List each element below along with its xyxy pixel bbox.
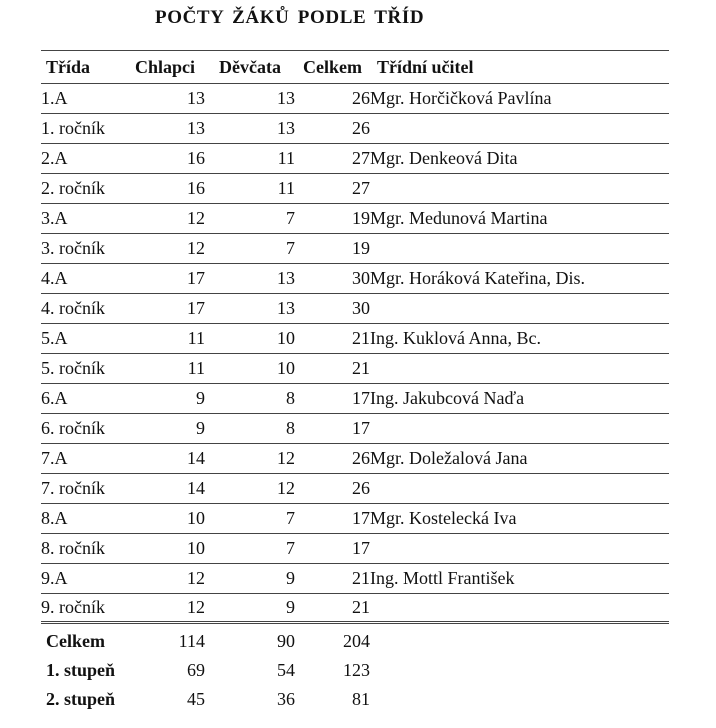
header-total: Celkem [295, 51, 370, 84]
summary-label: 1. stupeň [46, 660, 116, 680]
teacher-cell: Mgr. Horčičková Pavlína [370, 84, 669, 114]
table-row [41, 114, 669, 144]
table-row [41, 144, 669, 174]
table-row [41, 204, 669, 234]
teacher-cell: Ing. Mottl František [370, 564, 669, 594]
boys-cell: 14 [125, 444, 205, 474]
table-row [41, 354, 669, 384]
boys-cell: 16 [125, 144, 205, 174]
boys-cell: 12 [125, 204, 205, 234]
class-cell: 9. ročník [41, 594, 125, 623]
teacher-cell: Ing. Kuklová Anna, Bc. [370, 324, 669, 354]
boys-cell: 11 [125, 354, 205, 384]
total-cell: 21 [295, 324, 370, 354]
table-row [41, 534, 669, 564]
header-teacher: Třídní učitel [370, 51, 669, 84]
table-row [41, 84, 669, 114]
summary-rows [41, 623, 669, 715]
girls-cell: 7 [205, 234, 295, 264]
class-counts-table [41, 50, 669, 714]
table-row [41, 264, 669, 294]
boys-cell: 10 [125, 504, 205, 534]
table-row [41, 414, 669, 444]
header-girls: Děvčata [205, 51, 295, 84]
girls-cell: 9 [205, 594, 295, 623]
table-row [41, 444, 669, 474]
girls-cell: 13 [205, 264, 295, 294]
teacher-cell [370, 234, 669, 264]
teacher-cell [370, 414, 669, 444]
boys-cell: 12 [125, 234, 205, 264]
girls-cell: 10 [205, 354, 295, 384]
teacher-cell [370, 594, 669, 623]
girls-cell: 13 [205, 84, 295, 114]
total-cell: 30 [295, 264, 370, 294]
teacher-cell [370, 534, 669, 564]
class-cell: 9.A [41, 564, 125, 594]
header-boys: Chlapci [125, 51, 205, 84]
summary-boys: 69 [187, 660, 205, 680]
total-cell: 17 [295, 384, 370, 414]
teacher-cell: Mgr. Medunová Martina [370, 204, 669, 234]
summary-boys: 114 [178, 631, 205, 651]
girls-cell: 12 [205, 474, 295, 504]
boys-cell: 17 [125, 294, 205, 324]
summary-row [41, 623, 669, 657]
boys-cell: 13 [125, 114, 205, 144]
total-cell: 26 [295, 444, 370, 474]
class-cell: 2.A [41, 144, 125, 174]
class-cell: 6. ročník [41, 414, 125, 444]
table-row [41, 474, 669, 504]
girls-cell: 8 [205, 414, 295, 444]
summary-girls: 90 [277, 631, 295, 651]
girls-cell: 12 [205, 444, 295, 474]
boys-cell: 11 [125, 324, 205, 354]
header-class: Třída [41, 51, 125, 84]
table-row [41, 294, 669, 324]
teacher-cell [370, 174, 669, 204]
class-cell: 4. ročník [41, 294, 125, 324]
table-row [41, 234, 669, 264]
boys-cell: 10 [125, 534, 205, 564]
class-rows [41, 84, 669, 623]
summary-total: 123 [343, 660, 370, 680]
summary-label: Celkem [46, 631, 105, 651]
total-cell: 26 [295, 474, 370, 504]
teacher-cell: Mgr. Doležalová Jana [370, 444, 669, 474]
teacher-cell [370, 474, 669, 504]
boys-cell: 12 [125, 564, 205, 594]
teacher-cell [370, 294, 669, 324]
girls-cell: 11 [205, 144, 295, 174]
total-cell: 17 [295, 504, 370, 534]
table-row [41, 594, 669, 623]
girls-cell: 10 [205, 324, 295, 354]
summary-empty [370, 623, 669, 657]
total-cell: 26 [295, 114, 370, 144]
class-cell: 1.A [41, 84, 125, 114]
table-header-row [41, 51, 669, 84]
total-cell: 21 [295, 564, 370, 594]
total-cell: 17 [295, 414, 370, 444]
summary-row [41, 656, 669, 685]
table-row [41, 324, 669, 354]
class-cell: 7.A [41, 444, 125, 474]
table-row [41, 564, 669, 594]
class-cell: 6.A [41, 384, 125, 414]
teacher-cell [370, 354, 669, 384]
summary-girls: 36 [277, 689, 295, 709]
teacher-cell: Mgr. Horáková Kateřina, Dis. [370, 264, 669, 294]
table-row [41, 174, 669, 204]
girls-cell: 7 [205, 504, 295, 534]
summary-empty [370, 656, 669, 685]
summary-row [41, 685, 669, 714]
total-cell: 27 [295, 174, 370, 204]
total-cell: 19 [295, 204, 370, 234]
girls-cell: 11 [205, 174, 295, 204]
class-cell: 8.A [41, 504, 125, 534]
summary-girls: 54 [277, 660, 295, 680]
boys-cell: 16 [125, 174, 205, 204]
table-row [41, 384, 669, 414]
class-cell: 4.A [41, 264, 125, 294]
class-cell: 3.A [41, 204, 125, 234]
boys-cell: 9 [125, 414, 205, 444]
class-cell: 7. ročník [41, 474, 125, 504]
class-cell: 3. ročník [41, 234, 125, 264]
boys-cell: 12 [125, 594, 205, 623]
total-cell: 26 [295, 84, 370, 114]
summary-empty [370, 685, 669, 714]
teacher-cell: Mgr. Kostelecká Iva [370, 504, 669, 534]
total-cell: 30 [295, 294, 370, 324]
table-row [41, 504, 669, 534]
girls-cell: 7 [205, 534, 295, 564]
class-cell: 5. ročník [41, 354, 125, 384]
total-cell: 17 [295, 534, 370, 564]
summary-total: 204 [343, 631, 370, 651]
boys-cell: 14 [125, 474, 205, 504]
class-cell: 8. ročník [41, 534, 125, 564]
girls-cell: 8 [205, 384, 295, 414]
total-cell: 21 [295, 594, 370, 623]
total-cell: 21 [295, 354, 370, 384]
boys-cell: 13 [125, 84, 205, 114]
summary-boys: 45 [187, 689, 205, 709]
boys-cell: 9 [125, 384, 205, 414]
teacher-cell [370, 114, 669, 144]
teacher-cell: Ing. Jakubcová Naďa [370, 384, 669, 414]
class-cell: 5.A [41, 324, 125, 354]
girls-cell: 13 [205, 114, 295, 144]
teacher-cell: Mgr. Denkeová Dita [370, 144, 669, 174]
summary-total: 81 [352, 689, 370, 709]
page-title: POČTY ŽÁKŮ PODLE TŘÍD [155, 7, 425, 28]
class-cell: 1. ročník [41, 114, 125, 144]
girls-cell: 7 [205, 204, 295, 234]
total-cell: 27 [295, 144, 370, 174]
class-cell: 2. ročník [41, 174, 125, 204]
total-cell: 19 [295, 234, 370, 264]
girls-cell: 9 [205, 564, 295, 594]
summary-label: 2. stupeň [46, 689, 116, 709]
girls-cell: 13 [205, 294, 295, 324]
boys-cell: 17 [125, 264, 205, 294]
